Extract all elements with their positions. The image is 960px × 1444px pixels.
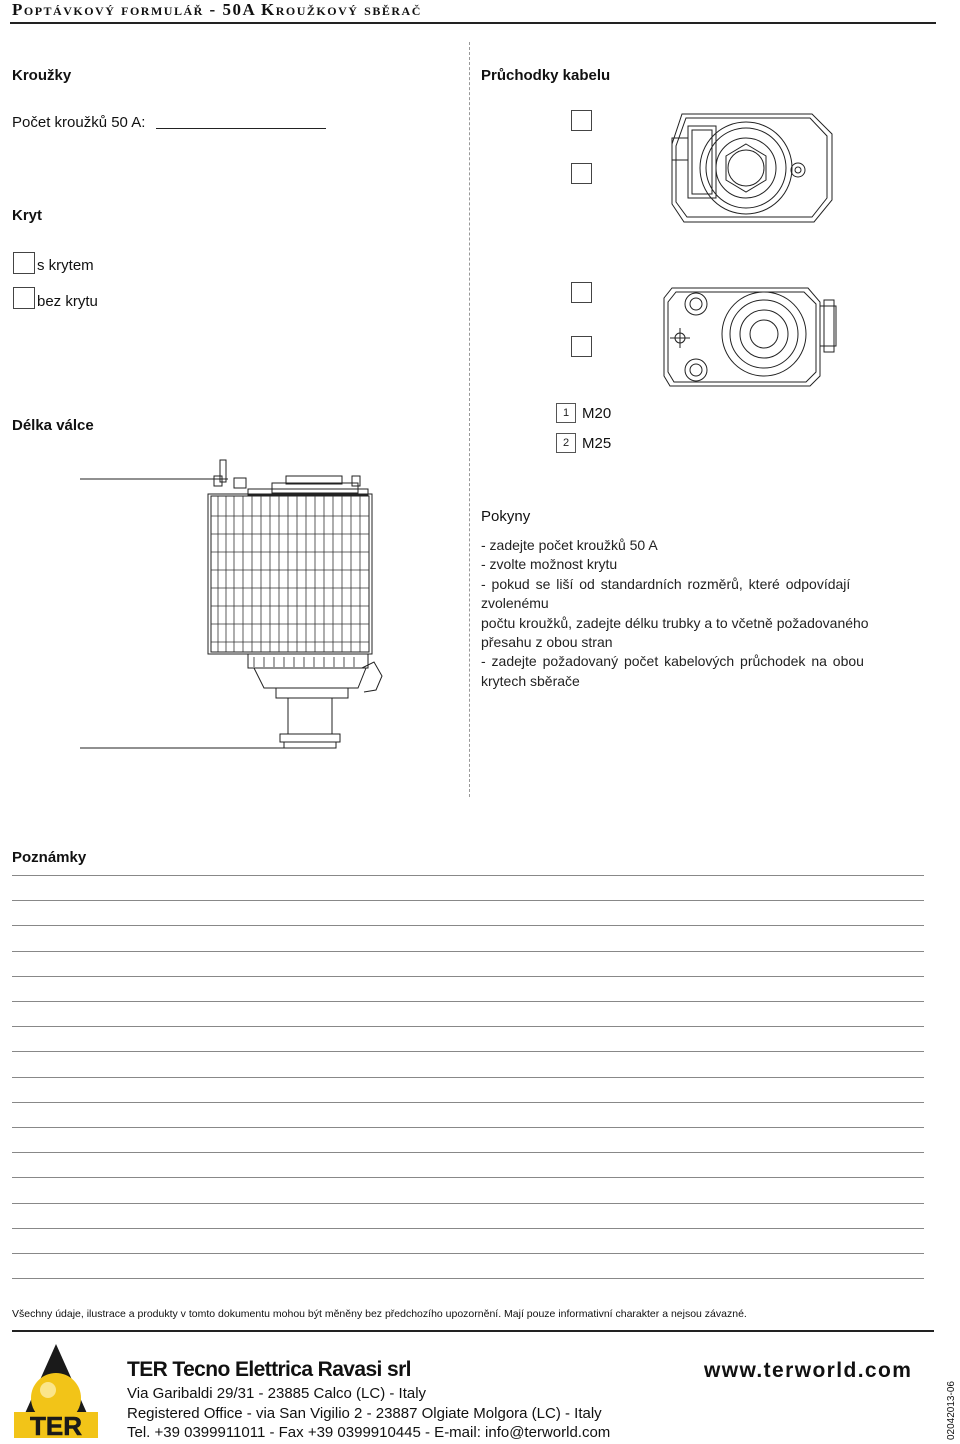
legend-number-1: 1 <box>556 403 576 423</box>
note-line[interactable] <box>12 1177 924 1178</box>
note-line[interactable] <box>12 951 924 952</box>
note-line[interactable] <box>12 1026 924 1027</box>
footer-divider <box>12 1330 934 1332</box>
title-divider <box>10 22 936 24</box>
instruction-line: krytech sběrače <box>481 672 580 689</box>
note-line[interactable] <box>12 1001 924 1002</box>
cover-without-checkbox[interactable] <box>13 287 35 309</box>
notes-heading: Poznámky <box>12 849 87 866</box>
cover-with-label: s krytem <box>37 257 94 274</box>
gland-top-b-checkbox[interactable] <box>571 163 592 184</box>
top-cover-drawing <box>662 104 834 230</box>
document-code: 02042013-06 <box>946 1381 957 1440</box>
instruction-line: počtu kroužků, zadejte délku trubky a to včetně požadovaného <box>481 614 869 631</box>
instruction-line: přesahu z obou stran <box>481 634 613 651</box>
gland-bottom-a-checkbox[interactable] <box>571 282 592 303</box>
slip-ring-side-drawing <box>78 456 388 756</box>
logo-text: TER <box>30 1411 82 1441</box>
registered-office: Registered Office - via San Vigilio 2 - 23887 Olgiate Molgora (LC) - Italy <box>127 1405 602 1422</box>
instruction-line: - pokud se liší od standardních rozměrů, které odpovídají <box>481 575 851 592</box>
note-line[interactable] <box>12 1228 924 1229</box>
legend-number-2: 2 <box>556 433 576 453</box>
gland-top-a-checkbox[interactable] <box>571 110 592 131</box>
legend-label-m25: M25 <box>582 435 612 452</box>
cable-glands-heading: Průchodky kabelu <box>481 67 611 84</box>
gland-bottom-b-checkbox[interactable] <box>571 336 592 357</box>
cover-without-label: bez krytu <box>37 293 98 310</box>
ring-count-label: Počet kroužků 50 A: <box>12 114 146 131</box>
instruction-line: - zvolte možnost krytu <box>481 556 618 573</box>
cover-heading: Kryt <box>12 207 43 224</box>
cover-with-checkbox[interactable] <box>13 252 35 274</box>
company-name: TER Tecno Elettrica Ravasi srl <box>127 1358 411 1381</box>
bottom-cover-drawing <box>660 282 840 390</box>
note-line[interactable] <box>12 925 924 926</box>
note-line[interactable] <box>12 1127 924 1128</box>
instruction-line: - zadejte požadovaný počet kabelových průchodek na obou <box>481 653 864 670</box>
website-link[interactable]: www.terworld.com <box>704 1359 913 1382</box>
instructions-list <box>481 536 925 691</box>
note-line[interactable] <box>12 875 924 876</box>
ter-logo <box>12 1342 100 1442</box>
rings-heading: Kroužky <box>12 67 72 84</box>
page-title: Poptávkový formulář - 50A Kroužkový sběrač <box>12 0 422 19</box>
note-line[interactable] <box>12 1152 924 1153</box>
note-line[interactable] <box>12 1278 924 1279</box>
ring-count-field[interactable] <box>156 113 326 129</box>
cylinder-length-heading: Délka válce <box>12 417 94 434</box>
column-divider <box>469 42 470 797</box>
instruction-line: zvolenému <box>481 595 549 612</box>
instructions-heading: Pokyny <box>481 508 531 525</box>
company-address: Via Garibaldi 29/31 - 23885 Calco (LC) - Italy <box>127 1385 427 1402</box>
note-line[interactable] <box>12 1051 924 1052</box>
note-line[interactable] <box>12 1077 924 1078</box>
note-line[interactable] <box>12 900 924 901</box>
disclaimer: Všechny údaje, ilustrace a produkty v tomto dokumentu mohou být měněny bez předchozího upozornění. Mají pouze informativní charakter a nejsou závazné. <box>12 1308 747 1320</box>
note-line[interactable] <box>12 1102 924 1103</box>
instruction-line: - zadejte počet kroužků 50 A <box>481 537 658 553</box>
note-line[interactable] <box>12 976 924 977</box>
note-line[interactable] <box>12 1203 924 1204</box>
legend-label-m20: M20 <box>582 405 612 422</box>
note-line[interactable] <box>12 1253 924 1254</box>
contact-info: Tel. +39 0399911011 - Fax +39 0399910445 - E-mail: info@terworld.com <box>127 1424 611 1441</box>
